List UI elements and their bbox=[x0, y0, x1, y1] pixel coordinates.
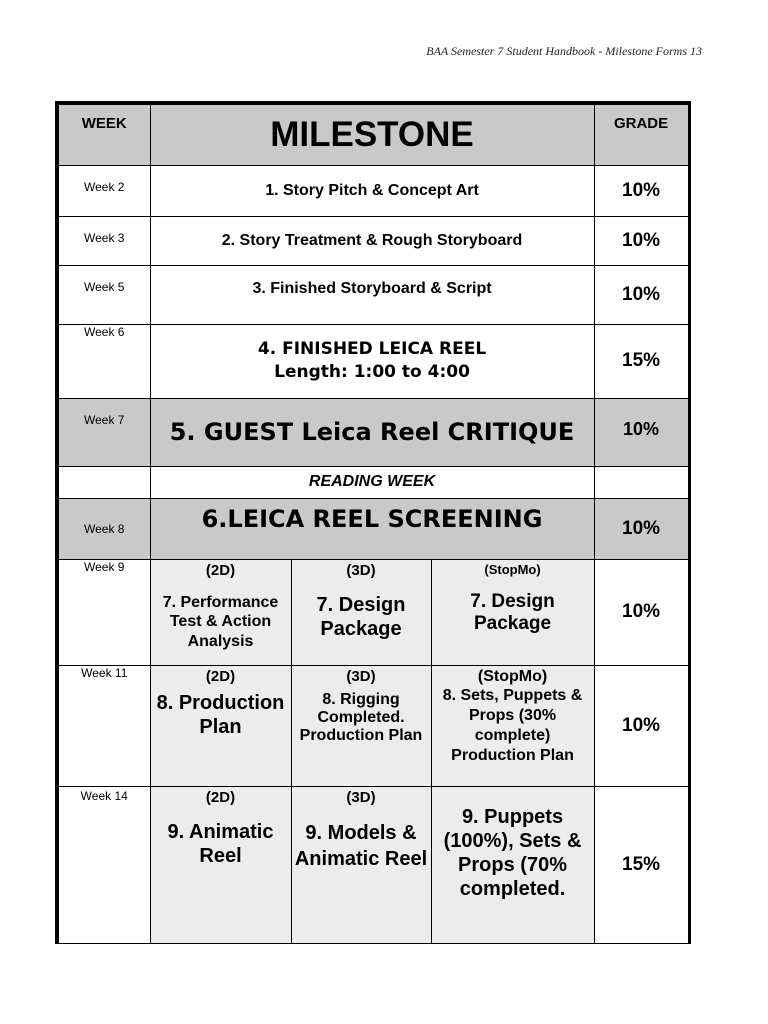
grade-cell bbox=[594, 466, 689, 498]
week-cell: Week 8 bbox=[57, 498, 150, 559]
week-cell: Week 14 bbox=[57, 786, 150, 943]
track-tag-stopmo: (StopMo) bbox=[484, 561, 541, 577]
milestone-2d-cell bbox=[150, 786, 291, 943]
table-row bbox=[57, 498, 689, 559]
track-tag-2d: (2D) bbox=[205, 788, 236, 806]
milestone-cell bbox=[150, 324, 594, 398]
page-header: BAA Semester 7 Student Handbook - Milestone Forms 13 bbox=[426, 44, 702, 58]
track-text-stopmo: 8. Sets, Puppets & Props (30% complete) Production Plan bbox=[442, 686, 583, 764]
table-row bbox=[57, 466, 689, 498]
track-tag-stopmo: (StopMo) bbox=[477, 667, 548, 685]
column-header-week: WEEK bbox=[57, 103, 150, 165]
grade-cell: 10% bbox=[594, 559, 689, 665]
table-row bbox=[57, 265, 689, 324]
milestone-stopmo-cell bbox=[431, 665, 594, 786]
track-text-3d: 8. Rigging Completed. Production Plan bbox=[299, 690, 423, 745]
grade-cell: 10% bbox=[594, 165, 689, 216]
track-text-stopmo: 7. Design Package bbox=[470, 590, 555, 635]
table-row bbox=[57, 216, 689, 265]
grade-cell: 10% bbox=[594, 665, 689, 786]
table-row bbox=[57, 786, 689, 943]
week-cell: Week 9 bbox=[57, 559, 150, 665]
milestone-subtitle: Length: 1:00 to 4:00 bbox=[274, 362, 470, 382]
grade-cell: 10% bbox=[594, 398, 689, 466]
track-tag-3d: (3D) bbox=[346, 667, 376, 685]
milestone-3d-cell bbox=[291, 559, 431, 665]
column-header-grade: GRADE bbox=[594, 103, 689, 165]
week-cell: Week 7 bbox=[57, 398, 150, 466]
track-text-3d: 9. Models & Animatic Reel bbox=[294, 821, 428, 870]
milestone-cell: 6.LEICA REEL SCREENING bbox=[150, 498, 594, 559]
week-cell: Week 5 bbox=[57, 265, 150, 324]
column-header-milestone: MILESTONE bbox=[150, 103, 594, 165]
week-cell bbox=[57, 466, 150, 498]
table-row bbox=[57, 665, 689, 786]
table-header-row bbox=[57, 103, 689, 165]
track-text-3d: 7. Design Package bbox=[316, 593, 406, 640]
milestone-table bbox=[55, 101, 691, 944]
milestone-3d-cell bbox=[291, 786, 431, 943]
week-cell: Week 2 bbox=[57, 165, 150, 216]
week-cell: Week 6 bbox=[57, 324, 150, 398]
track-text-2d: 8. Production Plan bbox=[156, 691, 285, 738]
track-text-2d: 9. Animatic Reel bbox=[167, 820, 274, 867]
milestone-title: 4. FINISHED LEICA REEL bbox=[257, 339, 487, 360]
milestone-3d-cell bbox=[291, 665, 431, 786]
grade-cell: 15% bbox=[594, 786, 689, 943]
milestone-cell: 2. Story Treatment & Rough Storyboard bbox=[150, 216, 594, 265]
grade-cell: 10% bbox=[594, 216, 689, 265]
week-cell: Week 3 bbox=[57, 216, 150, 265]
milestone-2d-cell bbox=[150, 665, 291, 786]
track-tag-3d: (3D) bbox=[346, 561, 376, 579]
milestone-cell: 5. GUEST Leica Reel CRITIQUE bbox=[150, 398, 594, 466]
grade-cell: 10% bbox=[594, 265, 689, 324]
table-row bbox=[57, 324, 689, 398]
milestone-cell: 3. Finished Storyboard & Script bbox=[150, 265, 594, 324]
track-tag-3d: (3D) bbox=[346, 788, 376, 806]
track-tag-2d: (2D) bbox=[205, 561, 236, 579]
grade-cell: 10% bbox=[594, 498, 689, 559]
milestone-2d-cell bbox=[150, 559, 291, 665]
grade-cell: 15% bbox=[594, 324, 689, 398]
table-row bbox=[57, 165, 689, 216]
track-text-stopmo: 9. Puppets (100%), Sets & Props (70% completed. bbox=[443, 805, 582, 900]
table-row bbox=[57, 398, 689, 466]
table-row bbox=[57, 559, 689, 665]
track-text-2d: 7. Performance Test & Action Analysis bbox=[162, 593, 279, 650]
milestone-stopmo-cell bbox=[431, 559, 594, 665]
week-cell: Week 11 bbox=[57, 665, 150, 786]
milestone-cell: 1. Story Pitch & Concept Art bbox=[150, 165, 594, 216]
reading-week-label: READING WEEK bbox=[150, 466, 594, 498]
track-tag-2d: (2D) bbox=[205, 667, 236, 685]
milestone-stopmo-cell bbox=[431, 786, 594, 943]
